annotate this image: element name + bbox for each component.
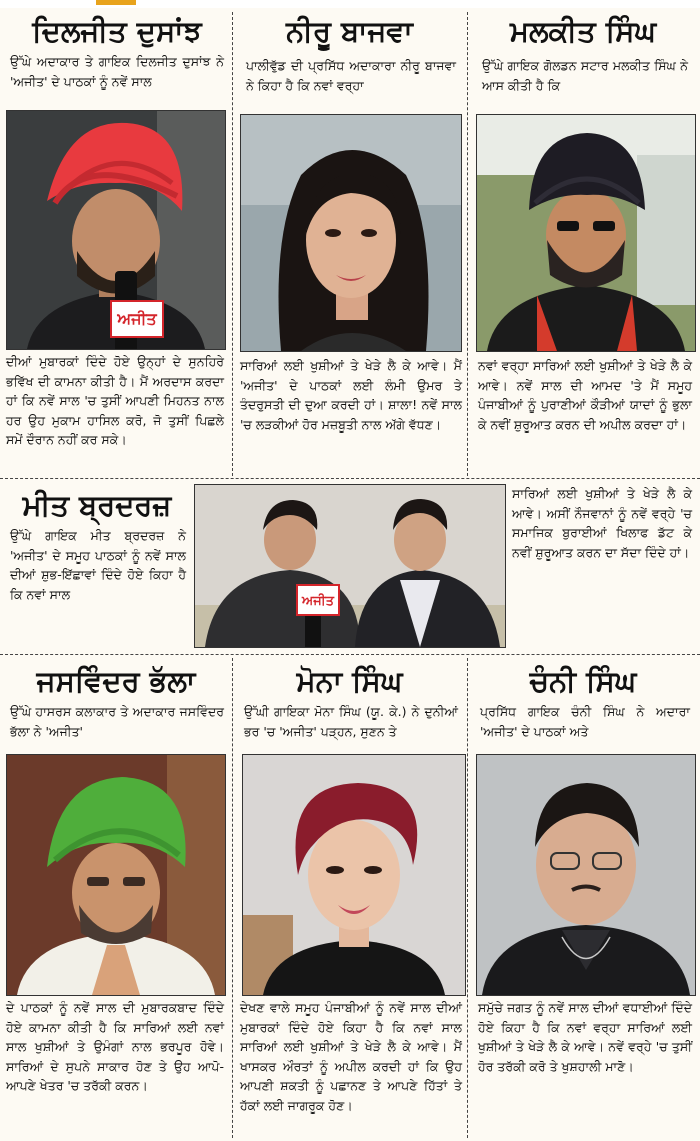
mona-body: ਦੇਖਣ ਵਾਲੇ ਸਮੂਹ ਪੰਜਾਬੀਆਂ ਨੂੰ ਨਵੇਂ ਸਾਲ ਦੀਆਂ ਮੁਬਾਰਕਾਂ ਦਿੰਦੇ ਹੋਏ ਕਿਹਾ ਹੈ ਕਿ ਨਵਾਂ ਸਾਲ ਸਾਰਿਆਂ ਲਈ ਖੁਸ਼ੀਆਂ ਤੇ ਖੇੜੇ ਲੈ ਕੇ ਆਵੇ। ਮੈਂ ਖਾਸਕਰ ਔਰਤਾਂ ਨੂੰ ਅਪੀਲ ਕਰਦੀ ਹਾਂ ਕਿ ਉਹ ਆਪਣੀ ਸ਼ਕਤੀ ਨੂੰ ਪਛਾਨਣ ਤੇ ਆਪਣੇ ਹਿੱਤਾਂ ਤੇ ਹੱਕਾਂ ਲਈ ਜਾਗਰੂਕ ਹੋਣ। [240,1000,462,1113]
top-accent [96,0,136,5]
jaswinder-portrait [7,755,225,995]
divider [467,12,468,476]
meet-brothers-portrait [195,485,505,647]
divider [232,12,233,476]
jaswinder-intro: ਉੱਘੇ ਹਾਸਰਸ ਕਲਾਕਾਰ ਤੇ ਅਦਾਕਾਰ ਜਸਵਿੰਦਰ ਭੱਲਾ ਨੇ 'ਅਜੀਤ' [10,704,224,739]
malkit-name: ਮਲਕੀਤ ਸਿੰਘ [509,14,657,48]
mic-logo: ਅਜੀਤ [117,309,157,328]
meet-body: ਸਾਰਿਆਂ ਲਈ ਖੁਸ਼ੀਆਂ ਤੇ ਖੇੜੇ ਲੈ ਕੇ ਆਵੇ। ਅਸੀਂ ਨੌਜਵਾਨਾਂ ਨੂੰ ਨਵੇਂ ਵਰ੍ਹੇ 'ਚ ਸਮਾਜਿਕ ਬੁਰਾਈਆਂ ਖਿਲਾਫ ਡੱਟ ਕੇ ਨਵੀਂ ਸ਼ੁਰੂਆਤ ਕਰਨ ਦਾ ਸੱਦਾ ਦਿੰਦੇ ਹਾਂ। [512,486,692,560]
diljit-body: ਦੀਆਂ ਮੁਬਾਰਕਾਂ ਦਿੰਦੇ ਹੋਏ ਉਨ੍ਹਾਂ ਦੇ ਸੁਨਹਿਰੇ ਭਵਿੱਖ ਦੀ ਕਾਮਨਾ ਕੀਤੀ ਹੈ। ਮੈਂ ਅਰਦਾਸ ਕਰਦਾ ਹਾਂ ਕਿ ਨਵੇਂ ਸਾਲ 'ਚ ਤੁਸੀਂ ਆਪਣੀ ਮਿਹਨਤ ਨਾਲ ਹਰ ਉਹ ਮੁਕਾਮ ਹਾਸਿਲ ਕਰੋ, ਜੋ ਤੁਸੀਂ ਪਿਛਲੇ ਸਮੇਂ ਦੌਰਾਨ ਨਹੀਂ ਕਰ ਸਕੇ। [6,354,224,447]
divider [0,654,700,655]
divider [467,658,468,1138]
channi-portrait [477,755,695,995]
jaswinder-name: ਜਸਵਿੰਦਰ ਭੱਲਾ [36,664,196,698]
mona-photo [242,754,466,996]
channi-name: ਚੰਨੀ ਸਿੰਘ [529,664,637,698]
diljit-intro: ਉੱਘੇ ਅਦਾਕਾਰ ਤੇ ਗਾਇਕ ਦਿਲਜੀਤ ਦੁਸਾਂਝ ਨੇ 'ਅਜੀਤ' ਦੇ ਪਾਠਕਾਂ ਨੂੰ ਨਵੇਂ ਸਾਲ [10,54,224,89]
mona-portrait [243,755,465,995]
diljit-photo [6,110,226,350]
neeru-portrait [241,115,461,351]
diljit-portrait [7,111,225,349]
mona-intro: ਉੱਘੀ ਗਾਇਕਾ ਮੋਨਾ ਸਿੰਘ (ਯੂ. ਕੇ.) ਨੇ ਦੁਨੀਆਂ ਭਰ 'ਚ 'ਅਜੀਤ' ਪੜ੍ਹਨ, ਸੁਣਨ ਤੇ [244,704,458,739]
top-bar [0,0,700,8]
malkit-portrait [477,115,695,351]
neeru-photo [240,114,462,352]
jaswinder-body: ਦੇ ਪਾਠਕਾਂ ਨੂੰ ਨਵੇਂ ਸਾਲ ਦੀ ਮੁਬਾਰਕਬਾਦ ਦਿੰਦੇ ਹੋਏ ਕਾਮਨਾ ਕੀਤੀ ਹੈ ਕਿ ਸਾਰਿਆਂ ਲਈ ਨਵਾਂ ਸਾਲ ਖੁਸ਼ੀਆਂ ਤੇ ਉਮੰਗਾਂ ਨਾਲ ਭਰਪੂਰ ਹੋਵੇ। ਸਾਰਿਆਂ ਦੇ ਸੁਪਨੇ ਸਾਕਾਰ ਹੋਣ ਤੇ ਉਹ ਆਪੋ-ਆਪਣੇ ਖੇਤਰ 'ਚ ਤਰੱਕੀ ਕਰਨ। [6,1000,224,1093]
divider [0,478,700,479]
channi-photo [476,754,696,996]
neeru-name: ਨੀਰੂ ਬਾਜਵਾ [286,14,413,48]
channi-body: ਸਮੁੱਚੇ ਜਗਤ ਨੂੰ ਨਵੇਂ ਸਾਲ ਦੀਆਂ ਵਧਾਈਆਂ ਦਿੰਦੇ ਹੋਏ ਕਿਹਾ ਹੈ ਕਿ ਨਵਾਂ ਵਰ੍ਹਾ ਸਾਰਿਆਂ ਲਈ ਖੁਸ਼ੀਆਂ ਤੇ ਖੇੜੇ ਲੈ ਕੇ ਆਵੇ। ਨਵੇਂ ਵਰ੍ਹੇ 'ਚ ਤੁਸੀਂ ਹੋਰ ਤਰੱਕੀ ਕਰੋ ਤੇ ਖੁਸ਼ਹਾਲੀ ਮਾਣੋ। [478,1000,692,1074]
diljit-name: ਦਿਲਜੀਤ ਦੁਸਾਂਝ [32,14,202,48]
meet-name: ਮੀਤ ਬ੍ਰਦਰਜ਼ [22,488,172,522]
malkit-photo [476,114,696,352]
mona-name: ਮੋਨਾ ਸਿੰਘ [296,664,403,698]
channi-intro: ਪ੍ਰਸਿੱਧ ਗਾਇਕ ਚੰਨੀ ਸਿੰਘ ਨੇ ਅਦਾਰਾ 'ਅਜੀਤ' ਦੇ ਪਾਠਕਾਂ ਅਤੇ [480,704,690,739]
malkit-intro: ਉੱਘੇ ਗਾਇਕ ਗੋਲਡਨ ਸਟਾਰ ਮਲਕੀਤ ਸਿੰਘ ਨੇ ਆਸ ਕੀਤੀ ਹੈ ਕਿ [482,58,688,93]
divider [232,658,233,1138]
neeru-body: ਸਾਰਿਆਂ ਲਈ ਖੁਸ਼ੀਆਂ ਤੇ ਖੇੜੇ ਲੈ ਕੇ ਆਵੇ। ਮੈਂ 'ਅਜੀਤ' ਦੇ ਪਾਠਕਾਂ ਲਈ ਲੰਮੀ ਉਮਰ ਤੇ ਤੰਦਰੁਸਤੀ ਦੀ ਦੁਆ ਕਰਦੀ ਹਾਂ। ਸ਼ਾਲਾ! ਨਵੇਂ ਸਾਲ 'ਚ ਲੜਕੀਆਂ ਹੋਰ ਮਜ਼ਬੂਤੀ ਨਾਲ ਅੱਗੇ ਵੱਧਣ। [240,358,462,432]
mic-logo: ਅਜੀਤ [302,594,334,609]
meet-photo [194,484,506,648]
neeru-intro: ਪਾਲੀਵੁੱਡ ਦੀ ਪ੍ਰਸਿੱਧ ਅਦਾਕਾਰਾ ਨੀਰੂ ਬਾਜਵਾ ਨੇ ਕਿਹਾ ਹੈ ਕਿ ਨਵਾਂ ਵਰ੍ਹਾ [246,58,456,93]
jaswinder-photo [6,754,226,996]
malkit-body: ਨਵਾਂ ਵਰ੍ਹਾ ਸਾਰਿਆਂ ਲਈ ਖੁਸ਼ੀਆਂ ਤੇ ਖੇੜੇ ਲੈ ਕੇ ਆਵੇ। ਨਵੇਂ ਸਾਲ ਦੀ ਆਮਦ 'ਤੇ ਮੈਂ ਸਮੂਹ ਪੰਜਾਬੀਆਂ ਨੂੰ ਪੁਰਾਣੀਆਂ ਕੌੜੀਆਂ ਯਾਦਾਂ ਨੂੰ ਭੁਲਾ ਕੇ ਨਵੀਂ ਸ਼ੁਰੂਆਤ ਕਰਨ ਦੀ ਅਪੀਲ ਕਰਦਾ ਹਾਂ। [478,358,692,432]
meet-intro: ਉੱਘੇ ਗਾਇਕ ਮੀਤ ਬ੍ਰਦਰਜ਼ ਨੇ 'ਅਜੀਤ' ਦੇ ਸਮੂਹ ਪਾਠਕਾਂ ਨੂੰ ਨਵੇਂ ਸਾਲ ਦੀਆਂ ਸ਼ੁਭ-ਇੱਛਾਵਾਂ ਦਿੰਦੇ ਹੋਏ ਕਿਹਾ ਹੈ ਕਿ ਨਵਾਂ ਸਾਲ [10,528,186,602]
